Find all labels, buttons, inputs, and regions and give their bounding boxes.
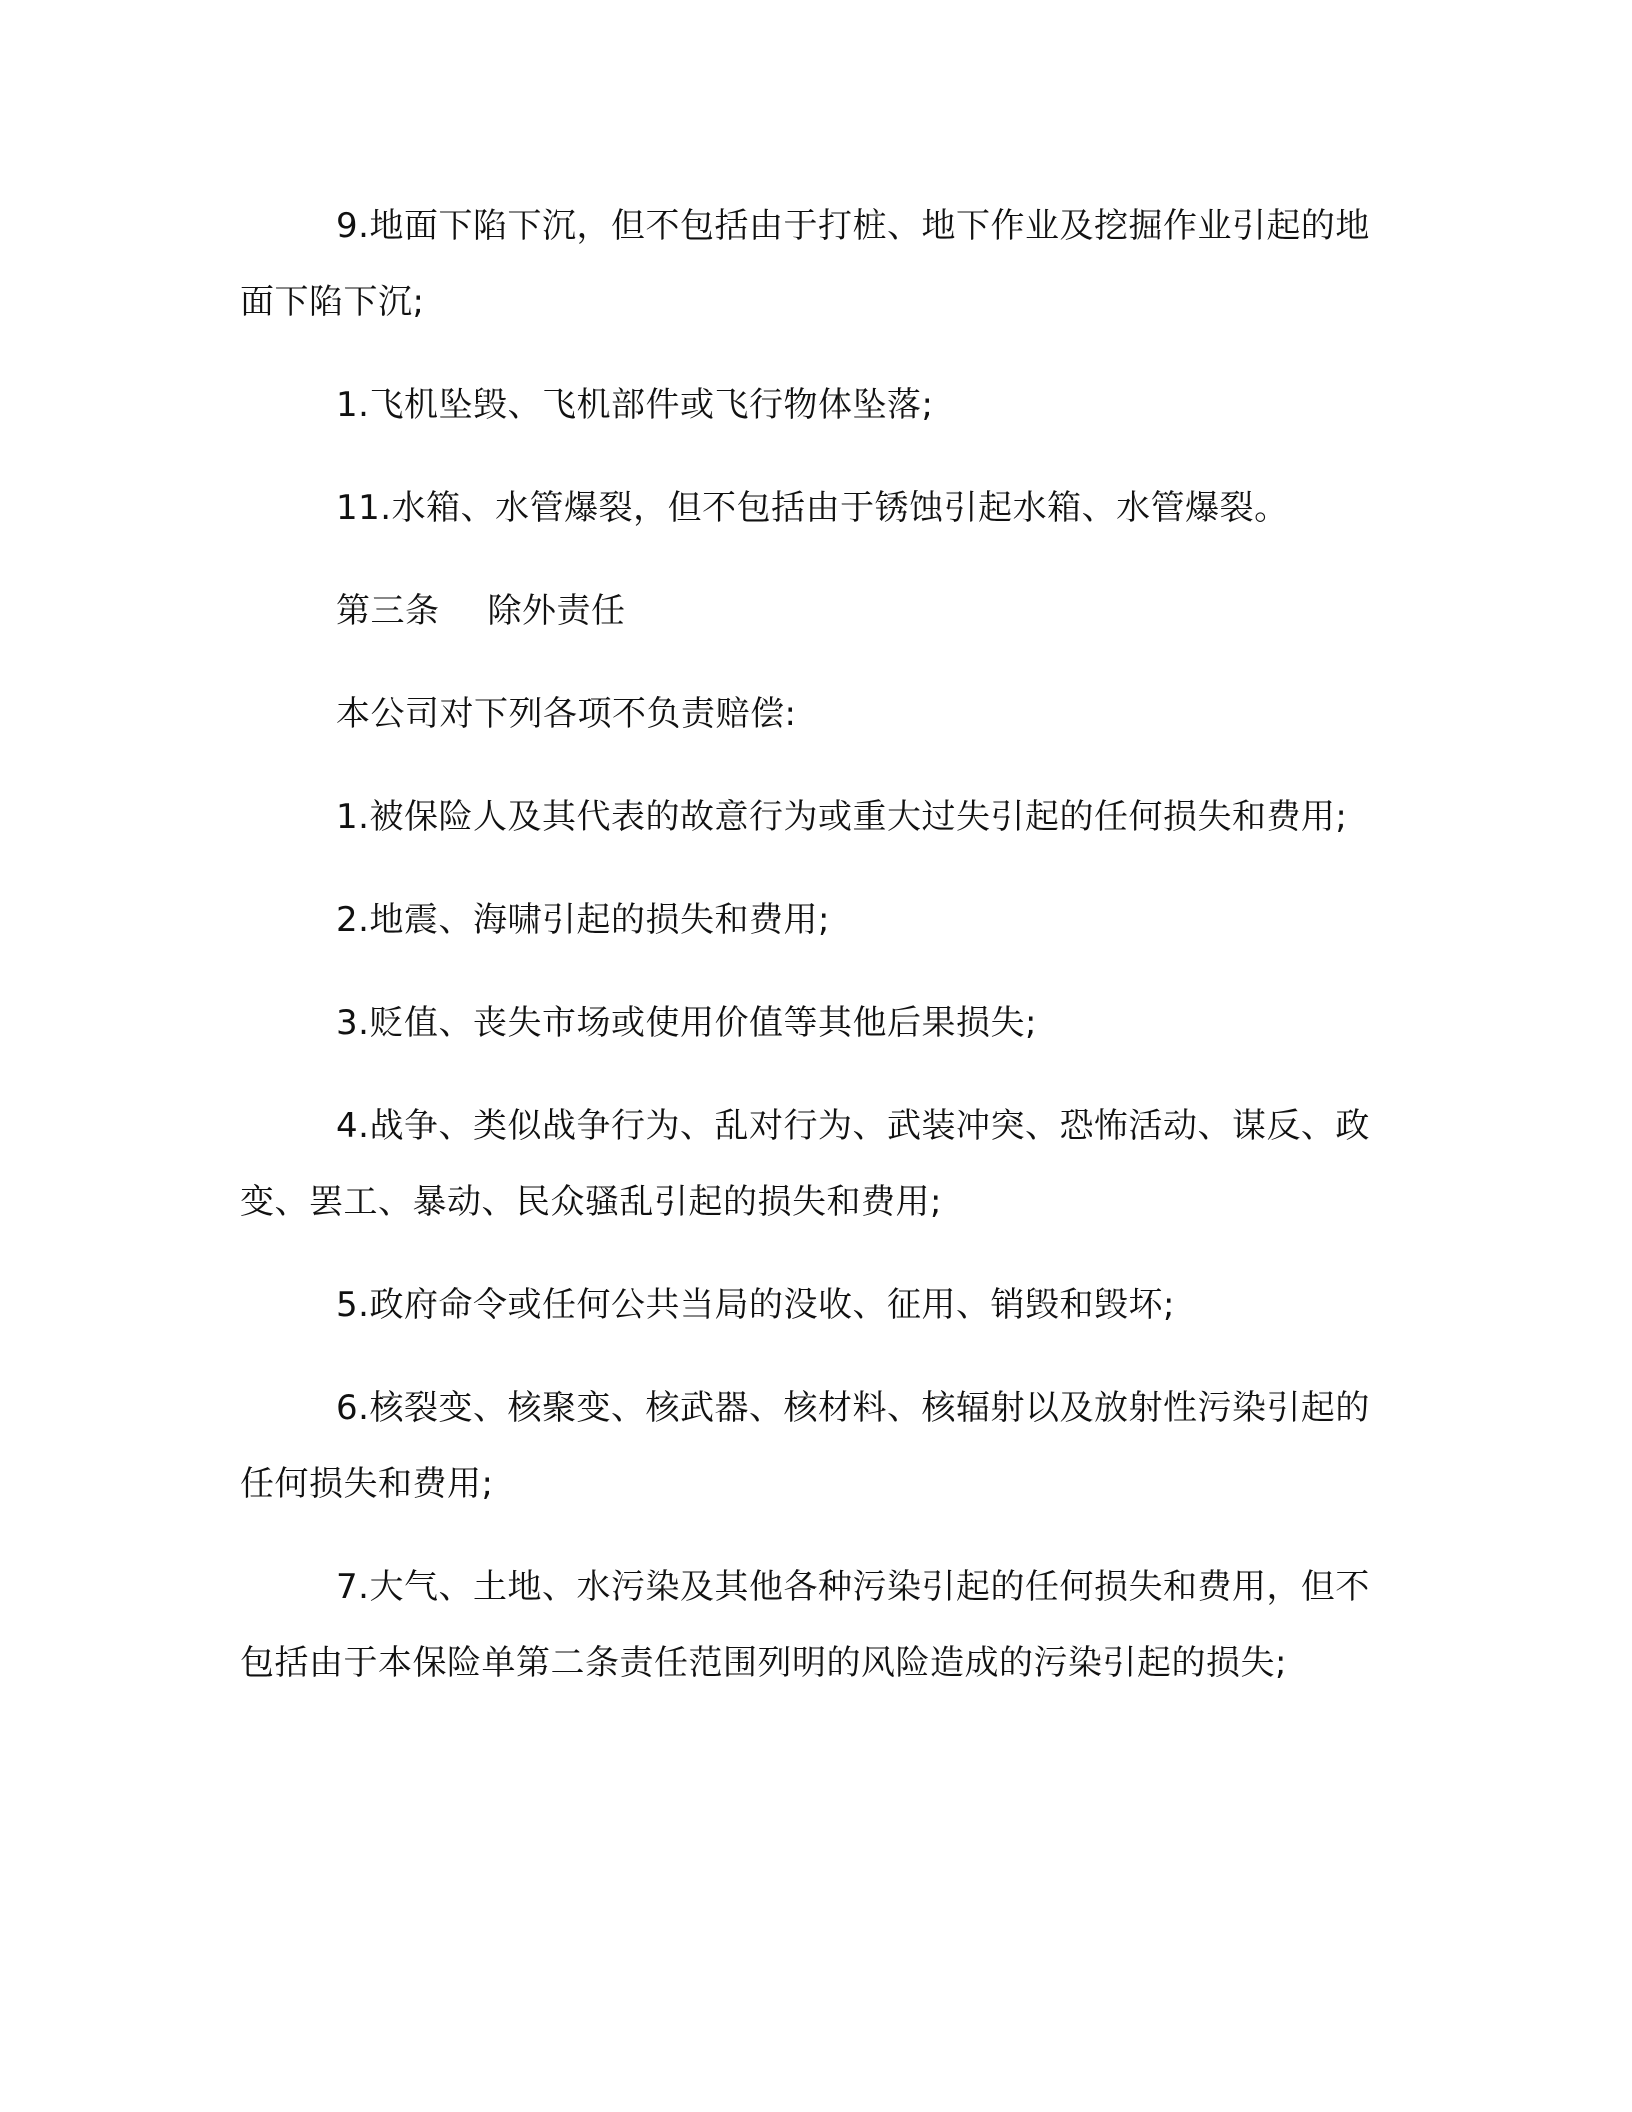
paragraph-item-10: 1.飞机坠毁、飞机部件或飞行物体坠落; [336, 385, 934, 425]
exclusion-item-4: 4.战争、类似战争行为、乱对行为、武装冲突、恐怖活动、谋反、政变、罢工、暴动、民众骚乱引起的损失和费用; [240, 1106, 1370, 1222]
section-heading [240, 573, 1390, 649]
exclusion-item-1: 1.被保险人及其代表的故意行为或重大过失引起的任何损失和费用; [336, 797, 1348, 837]
section-number: 第三条 [336, 591, 440, 631]
paragraph-item-11: 11.水箱、水管爆裂，但不包括由于锈蚀引起水箱、水管爆裂。 [336, 488, 1289, 528]
document-body [240, 188, 1390, 1728]
paragraph-item-9: 9.地面下陷下沉，但不包括由于打桩、地下作业及挖掘作业引起的地面下陷下沉; [240, 206, 1370, 322]
section-title: 除外责任 [487, 591, 626, 631]
exclusion-item-7: 7.大气、土地、水污染及其他各种污染引起的任何损失和费用，但不包括由于本保险单第二条责任范围列明的风险造成的污染引起的损失; [240, 1567, 1370, 1683]
exclusion-item-3: 3.贬值、丧失市场或使用价值等其他后果损失; [336, 1003, 1037, 1043]
exclusion-item-5: 5.政府命令或任何公共当局的没收、征用、销毁和毁坏; [336, 1285, 1175, 1325]
exclusion-item-6: 6.核裂变、核聚变、核武器、核材料、核辐射以及放射性污染引起的任何损失和费用; [240, 1388, 1370, 1504]
section-intro: 本公司对下列各项不负责赔偿: [336, 694, 797, 734]
exclusion-item-2: 2.地震、海啸引起的损失和费用; [336, 900, 830, 940]
